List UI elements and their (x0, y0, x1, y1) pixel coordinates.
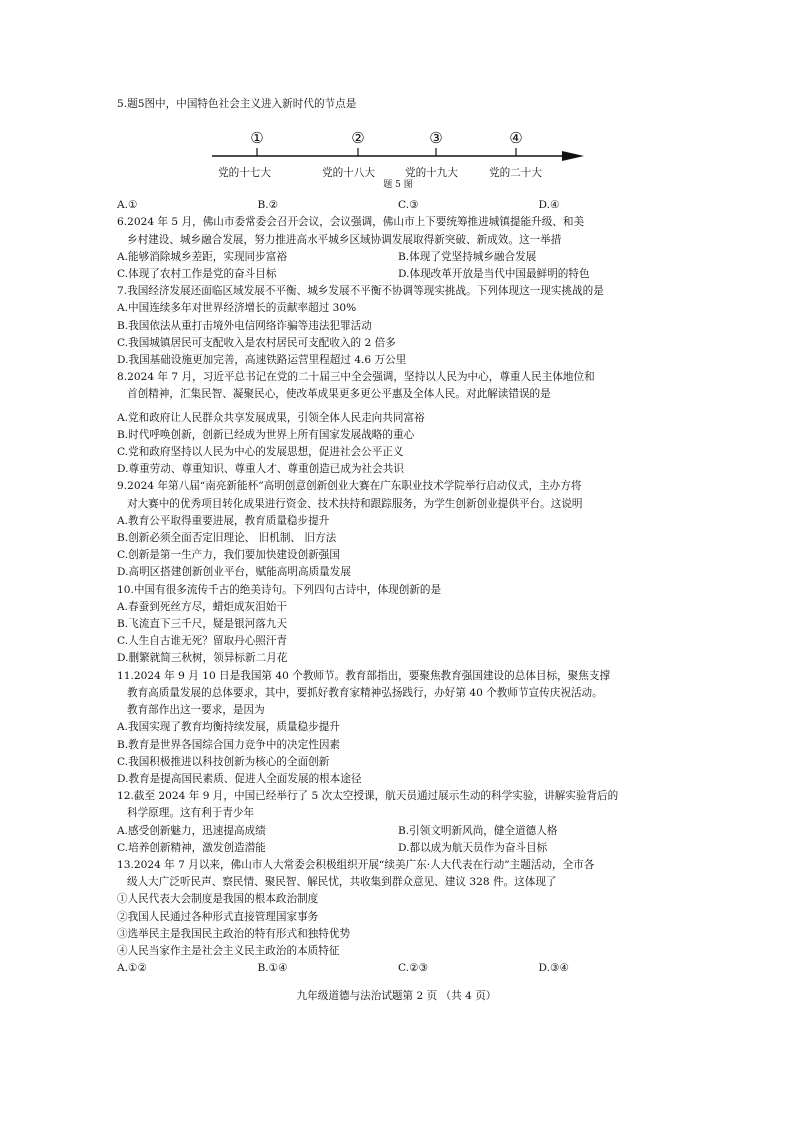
timeline-label-3: 党的十九大 (405, 167, 458, 180)
option-c[interactable]: C.体现了农村工作是党的奋斗目标 (117, 268, 277, 281)
option-a[interactable]: A.能够消除城乡差距，实现同步富裕 (117, 250, 287, 263)
question-13-options (117, 960, 679, 977)
timeline-figure (212, 113, 672, 185)
question-6-options-row-1 (117, 249, 679, 266)
question-11-stem-line-2: 教育高质量发展的总体要求，其中，要抓好教育家精神弘扬践行，办好第 40 个教师节宣传庆祝活动。 (127, 686, 603, 699)
option-b[interactable]: B.创新必须全面否定旧理论、 旧机制、 旧方法 (117, 532, 337, 545)
option-c[interactable]: C.培养创新精神，激发创造潜能 (117, 841, 266, 854)
question-7 (117, 283, 679, 369)
question-12-options-row-2 (117, 840, 679, 857)
question-12-stem-line-2: 科学原理。这有利于青少年 (127, 807, 255, 820)
question-11 (117, 668, 679, 788)
figure-caption: 题 5 图 (383, 180, 413, 191)
question-8 (117, 369, 679, 478)
option-b[interactable]: B.时代呼唤创新，创新已经成为世界上所有国家发展战略的重心 (117, 428, 415, 441)
question-6 (117, 214, 679, 283)
option-b[interactable]: B.飞流直下三千尺，疑是银河落九天 (117, 618, 288, 631)
option-b[interactable]: B.体现了党坚持城乡融合发展 (398, 250, 537, 263)
question-11-stem-line-1: 11.2024 年 9 月 10 日是我国第 40 个教师节。教育部指出，要聚焦教育强国建设的总体目标，聚焦支撑 (117, 669, 611, 682)
question-12-options-row-1 (117, 823, 679, 840)
timeline-node-2: ② (351, 129, 365, 148)
option-a[interactable]: A.①② (117, 962, 148, 975)
statement-3: ③选举民主是我国民主政治的特有形式和独特优势 (117, 927, 351, 940)
question-13-stem-line-2: 级人大广泛听民声、察民情、聚民智、解民忧，共收集到群众意见、建议 328 件。这体现了 (127, 876, 557, 889)
questions-content (117, 96, 679, 977)
question-13 (117, 857, 679, 977)
question-5-stem: 5.题5图中，中国特色社会主义进入新时代的节点是 (117, 98, 357, 110)
statement-2: ②我国人民通过各种形式直接管理国家事务 (117, 910, 319, 923)
question-11-stem-line-3: 教育部作出这一要求，是因为 (127, 704, 265, 717)
option-b[interactable]: B.我国依法从重打击境外电信网络诈骗等违法犯罪活动 (117, 319, 372, 332)
option-d[interactable]: D.体现改革开放是当代中国最鲜明的特色 (398, 268, 590, 281)
option-c[interactable]: C.我国城镇居民可支配收入是农村居民可支配收入的 2 倍多 (117, 336, 396, 349)
question-9 (117, 478, 679, 581)
option-c[interactable]: C.党和政府坚持以人民为中心的发展思想，促进社会公平正义 (117, 446, 404, 459)
question-6-stem-line-2: 乡村建设、城乡融合发展，努力推进高水平城乡区域协调发展取得新突破、新成效。这一举措 (127, 233, 562, 246)
question-12 (117, 788, 679, 857)
timeline-node-4: ④ (509, 129, 523, 148)
question-13-stem-line-1: 13.2024 年 7 月以来，佛山市人大常委会积极组织开展“续美广东·人大代表在行动”主题活动，全市各 (117, 858, 595, 871)
option-a[interactable]: A.教育公平取得重要进展，教育质量稳步提升 (117, 514, 330, 527)
timeline-node-1: ① (250, 129, 264, 148)
option-d[interactable]: D.高明区搭建创新创业平台，赋能高明高质量发展 (117, 566, 351, 579)
option-d[interactable]: D.都以成为航天员作为奋斗目标 (398, 841, 548, 854)
option-b[interactable]: B.引领文明新风尚，健全道德人格 (398, 824, 558, 837)
question-9-stem-line-1: 9.2024 年第八届“南亮新能杯”高明创意创新创业大赛在广东职业技术学院举行启动仪式，主办方将 (117, 480, 582, 493)
timeline-label-2: 党的十八大 (322, 167, 375, 180)
option-d[interactable]: D.③④ (538, 962, 569, 975)
option-a[interactable]: A.春蚕到死丝方尽，蜡炬成灰泪始干 (117, 600, 287, 613)
question-10-stem: 10.中国有很多流传千古的绝美诗句。下列四句古诗中，体现创新的是 (117, 583, 442, 596)
question-8-stem-line-2: 首创精神，汇集民智、凝聚民心，使改革成果更多更公平惠及全体人民。对此解读错误的是 (127, 388, 551, 401)
question-5 (117, 96, 679, 214)
option-c[interactable]: C.③ (398, 199, 419, 212)
option-d[interactable]: D.删繁就简三秋树，领异标新二月花 (117, 652, 288, 665)
option-a[interactable]: A.中国连续多年对世界经济增长的贡献率超过 30% (117, 302, 357, 315)
timeline-node-3: ③ (429, 129, 443, 148)
statement-1: ①人民代表大会制度是我国的根本政治制度 (117, 893, 319, 906)
question-10 (117, 582, 679, 668)
option-b[interactable]: B.教育是世界各国综合国力竞争中的决定性因素 (117, 738, 341, 751)
option-a[interactable]: A.① (117, 199, 138, 212)
question-12-stem-line-1: 12.截至 2024 年 9 月，中国已经举行了 5 次太空授课，航天员通过展示生动的科学实验，讲解实验背后的 (117, 790, 619, 803)
option-c[interactable]: C.创新是第一生产力，我们要加快建设创新强国 (117, 549, 340, 562)
question-7-stem: 7.我国经济发展还面临区域发展不平衡、城乡发展不平衡不协调等现实挑战。下列体现这一现实挑战的是 (117, 285, 604, 298)
question-6-stem-line-1: 6.2024 年 5 月，佛山市委常委会召开会议，会议强调，佛山市上下要统筹推进城镇提能升级、和美 (117, 216, 585, 229)
question-8-stem-line-1: 8.2024 年 7 月，习近平总书记在党的二十届三中全会强调，坚持以人民为中心，尊重人民主体地位和 (117, 371, 595, 384)
option-d[interactable]: D.尊重劳动、尊重知识、尊重人才、尊重创造已成为社会共识 (117, 463, 404, 476)
option-c[interactable]: C.我国积极推进以科技创新为核心的全面创新 (117, 755, 330, 768)
option-b[interactable]: B.①④ (257, 962, 288, 975)
question-5-options (117, 197, 679, 214)
timeline-label-1: 党的十七大 (218, 167, 271, 180)
option-a[interactable]: A.我国实现了教育均衡持续发展，质量稳步提升 (117, 721, 340, 734)
option-d[interactable]: D.④ (538, 199, 560, 212)
option-a[interactable]: A.感受创新魅力，迅速提高成绩 (117, 824, 266, 837)
option-d[interactable]: D.教育是提高国民素质、促进人全面发展的根本途径 (117, 772, 362, 785)
question-9-stem-line-2: 对大赛中的优秀项目转化成果进行资金、技术扶持和跟踪服务，为学生创新创业提供平台。这说明 (127, 497, 583, 510)
statement-4: ④人民当家作主是社会主义民主政治的本质特征 (117, 944, 340, 957)
option-a[interactable]: A.党和政府让人民群众共享发展成果，引领全体人民走向共同富裕 (117, 411, 425, 424)
option-c[interactable]: C.人生自古谁无死？留取丹心照汗青 (117, 635, 288, 648)
question-6-options-row-2 (117, 266, 679, 283)
page-footer: 九年级道德与法治试题第 2 页 （共 4 页） (296, 990, 497, 1002)
option-c[interactable]: C.②③ (398, 962, 429, 975)
option-b[interactable]: B.② (257, 199, 279, 212)
timeline-label-4: 党的二十大 (489, 167, 542, 180)
option-d[interactable]: D.我国基础设施更加完善，高速铁路运营里程超过 4.6 万公里 (117, 354, 407, 367)
